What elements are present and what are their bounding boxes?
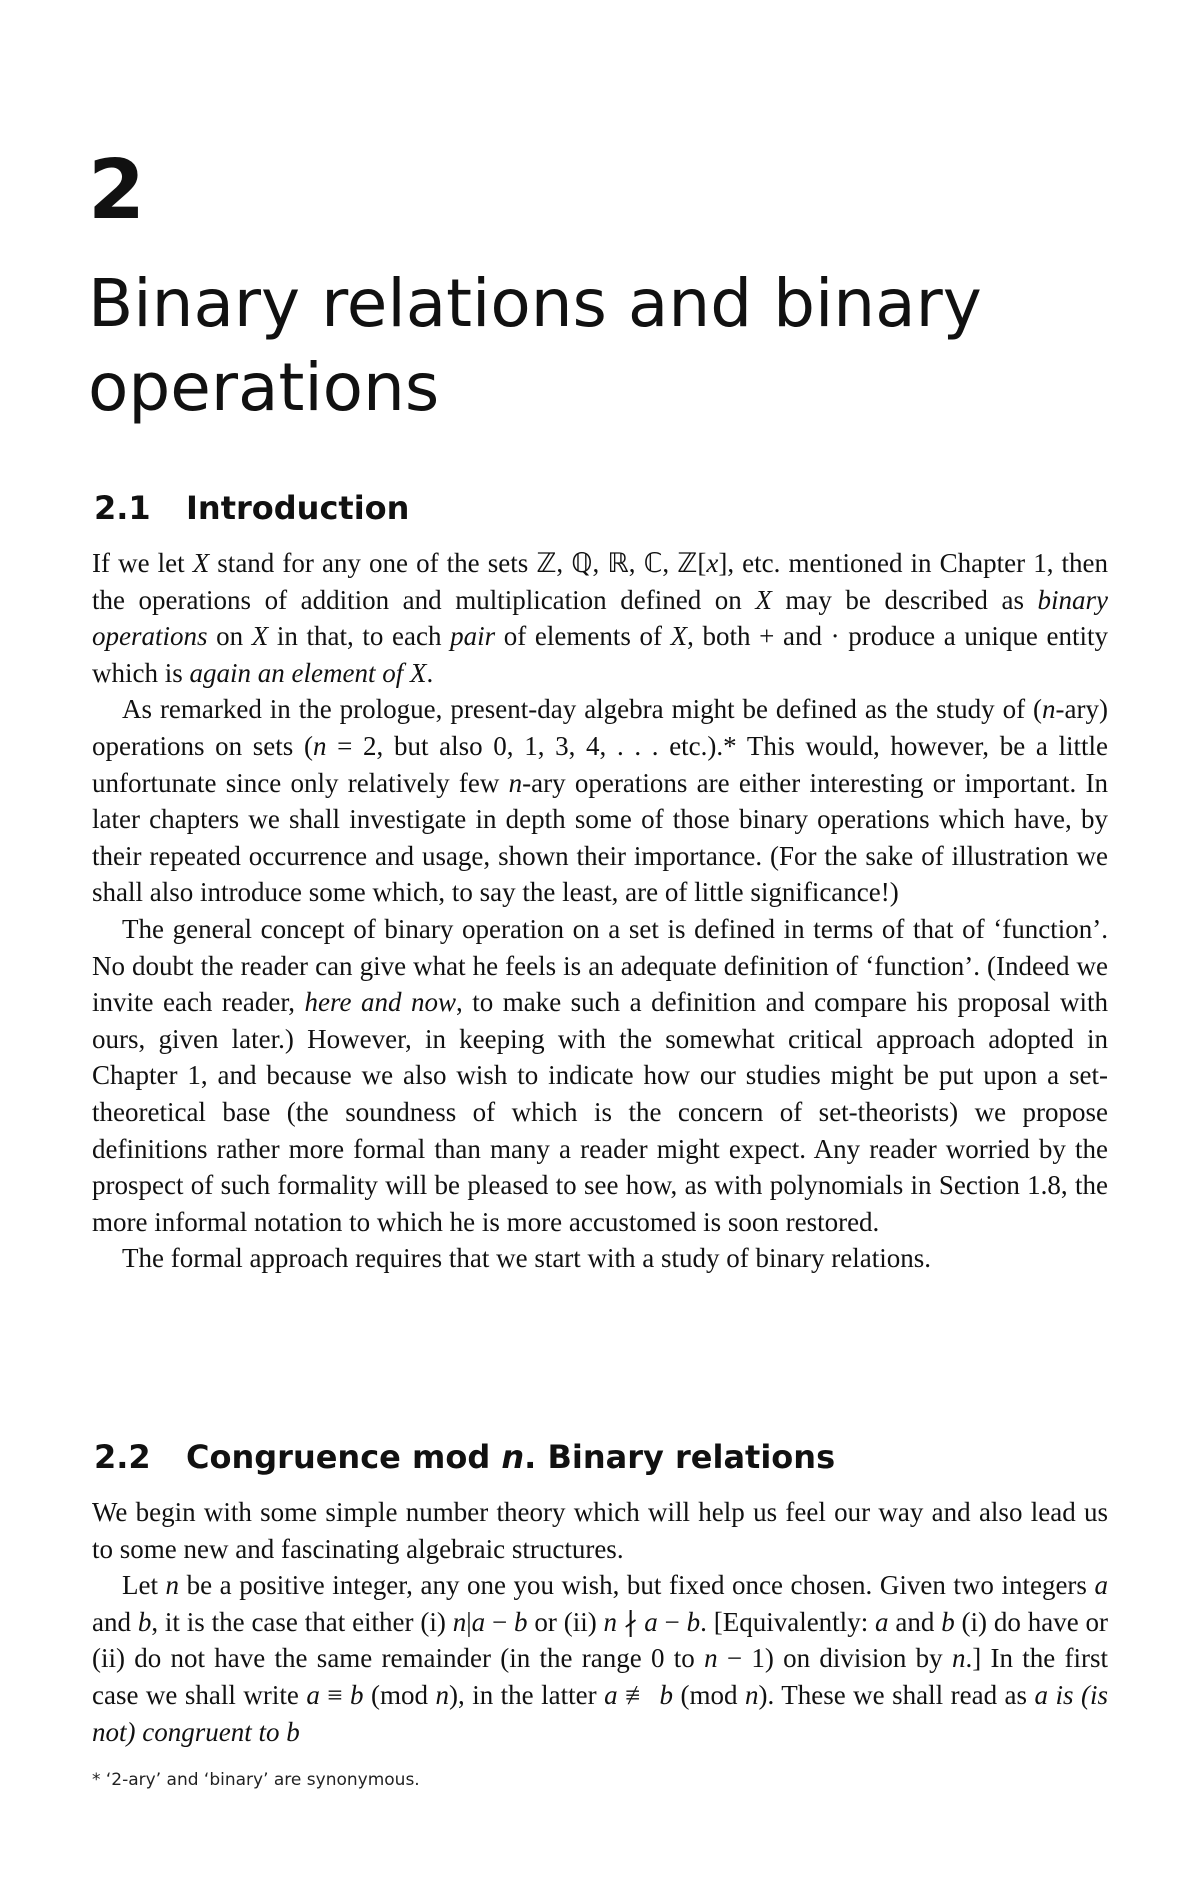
section-number: 2.2	[94, 1438, 151, 1476]
text-run: The formal approach requires that we start with a study of binary relations.	[122, 1243, 931, 1274]
text-run: . [Equivalently:	[700, 1606, 876, 1637]
italic-run: a is (is not) congruent to b	[92, 1679, 1108, 1747]
italic-run: b	[137, 1606, 152, 1637]
italic-run: b	[350, 1679, 364, 1710]
italic-run: b	[659, 1679, 674, 1710]
italic-run: n	[435, 1679, 449, 1710]
italic-run: a	[306, 1679, 320, 1710]
paragraph	[92, 1240, 1108, 1277]
italic-run: X	[670, 621, 688, 652]
text-run: , both + and · produce a unique entity which is	[92, 621, 1109, 688]
section-body	[92, 545, 1108, 1277]
text-run: on	[207, 621, 252, 652]
text-run: stand for any one of the sets ℤ, ℚ, ℝ, ℂ, ℤ[	[209, 548, 707, 578]
section-title: Introduction	[186, 489, 410, 527]
text-run: Let	[122, 1570, 166, 1601]
italic-run: a	[644, 1606, 658, 1637]
italic-run: n	[508, 767, 523, 798]
text-run: and	[888, 1606, 942, 1637]
text-run: We begin with some simple number theory which will help us feel our way and also lead us to some new and fascinating algebraic structures.	[92, 1497, 1108, 1564]
chapter-title: Binary relations and binary operations	[88, 265, 982, 426]
section-title-pre: Congruence mod	[186, 1438, 502, 1476]
italic-run: binary operations	[92, 584, 1109, 652]
text-run: − 1) on division by	[717, 1643, 952, 1674]
italic-run: n	[603, 1606, 618, 1637]
italic-run: b	[686, 1606, 701, 1637]
text-run: -ary) operations on sets (	[92, 694, 1108, 761]
text-run: .] In the first case we shall write	[92, 1643, 1108, 1710]
text-run: As remarked in the prologue, present-day algebra might be defined as the study of (	[122, 694, 1043, 725]
italic-run: X	[755, 584, 772, 615]
text-run: be a positive integer, any one you wish, but fixed once chosen. Given two integers	[179, 1570, 1095, 1601]
paragraph	[92, 691, 1108, 911]
text-run: ≡	[319, 1679, 351, 1710]
italic-run: n	[1042, 694, 1056, 725]
italic-run: b	[514, 1606, 528, 1637]
italic-run: b	[941, 1606, 955, 1637]
paragraph	[92, 911, 1108, 1240]
italic-run: n	[704, 1643, 718, 1674]
italic-run: x	[706, 548, 719, 578]
text-run: and	[92, 1606, 138, 1637]
text-run: (mod	[673, 1679, 745, 1710]
text-run: −	[657, 1606, 687, 1637]
italic-run: again an element of X	[189, 657, 427, 688]
italic-run: pair	[450, 621, 496, 652]
section-title-post: . Binary relations	[524, 1438, 836, 1476]
paragraph	[92, 1567, 1108, 1750]
italic-run: n	[951, 1643, 966, 1674]
text-run: ], etc. mentioned in Chapter 1, then the operations of addition and multiplication defined on	[92, 548, 1109, 615]
text-run: .	[426, 657, 434, 688]
section-title-variable: n	[501, 1438, 525, 1476]
text-run: = 2, but also 0, 1, 3, 4, . . . etc.).* This would, however, be a little unfortunate since only relatively few	[92, 730, 1108, 798]
text-run: , to make such a definition and compare his proposal with ours, given later.) However, in keeping with the somewhat critical approach adopted in Chapter 1, and because we also wish to indicate how our studies might be put upon a set-theoretical base (the soundness of which is the concern of set-theorists) we propose definitions rather more formal than many a reader might expect. Any reader worried by the prospect of such formality will be pleased to see how, as with polynomials in Section 1.8, the more informal notation to which he is more accustomed is soon restored.	[92, 987, 1108, 1237]
text-run: −	[485, 1606, 515, 1637]
italic-run: n	[165, 1570, 180, 1601]
text-run: ). These we shall read as	[758, 1679, 1035, 1710]
italic-run: n	[745, 1679, 759, 1710]
italic-run: n	[452, 1606, 467, 1637]
section-body	[92, 1494, 1108, 1750]
italic-run: here and now	[304, 987, 456, 1018]
footnote: * ‘2-ary’ and ‘binary’ are synonymous.	[92, 1770, 420, 1790]
italic-run: a	[471, 1606, 486, 1637]
text-run: , it is the case that either (i)	[151, 1606, 453, 1637]
italic-run: X	[192, 548, 210, 578]
text-run: or (ii)	[527, 1606, 604, 1637]
text-run: in that, to each	[268, 621, 451, 652]
chapter-number: 2	[88, 143, 144, 238]
text-run: The general concept of binary operation on a set is defined in terms of that of ‘function’. No doubt the reader can give what he feels is an adequate definition of ‘function’. (Indeed we invite each reader,	[92, 913, 1108, 1018]
text-run: may be described as	[771, 584, 1038, 615]
paragraph	[92, 545, 1108, 691]
text-run: |	[466, 1606, 472, 1637]
text-run: If we let	[92, 548, 193, 578]
text-run: (i) do have or (ii) do not have the same remainder (in the range 0 to	[92, 1606, 1109, 1674]
text-run: ≢	[617, 1679, 660, 1710]
italic-run: X	[251, 621, 269, 652]
section-number: 2.1	[94, 489, 151, 527]
italic-run: a	[1094, 1570, 1108, 1601]
italic-run: a	[604, 1679, 618, 1710]
text-run: ), in the latter	[448, 1679, 605, 1710]
italic-run: n	[312, 730, 327, 761]
italic-run: a	[875, 1606, 889, 1637]
section-heading-congruence	[94, 1438, 836, 1476]
text-run: of elements of	[495, 621, 671, 652]
paragraph	[92, 1494, 1108, 1567]
text-run: ∤	[617, 1606, 645, 1637]
text-run: -ary operations are either interesting or important. In later chapters we shall investigate in depth some of those binary operations which have, by their repeated occurrence and usage, shown their importance. (For the sake of illustration we shall also introduce some which, to say the least, are of little significance!)	[92, 767, 1109, 908]
section-heading-introduction	[94, 489, 410, 527]
text-run: (mod	[363, 1679, 436, 1710]
